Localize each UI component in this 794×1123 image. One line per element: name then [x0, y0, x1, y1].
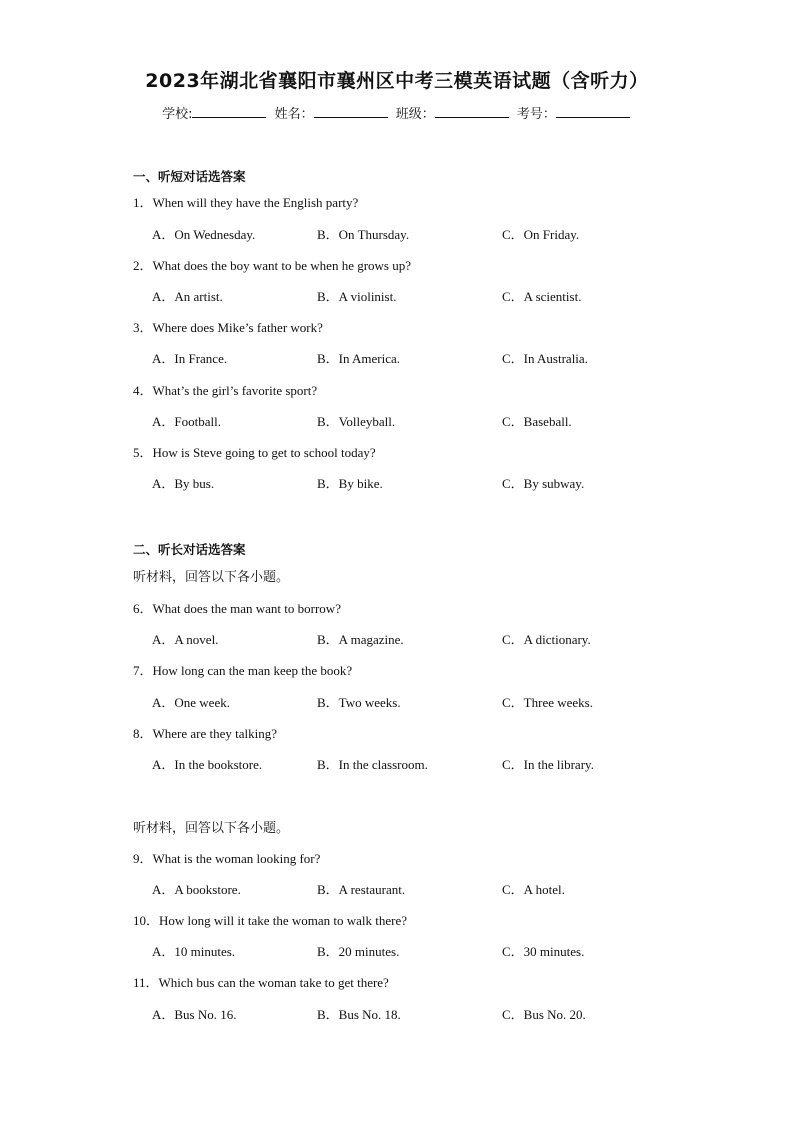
option-c[interactable]: C．In Australia.: [502, 351, 588, 366]
question-number: 4．: [133, 383, 153, 398]
option-c[interactable]: C．Three weeks.: [502, 695, 593, 710]
option-a[interactable]: A．A novel.: [152, 632, 219, 647]
question-text: What’s the girl’s favorite sport?: [152, 383, 318, 398]
option-b[interactable]: B．Volleyball.: [317, 414, 396, 429]
question-number: 5．: [133, 445, 153, 460]
section-heading: 二、听长对话选答案: [133, 542, 246, 557]
school-blank[interactable]: [192, 105, 266, 118]
question: [133, 192, 358, 211]
class-label: 班级：: [395, 107, 435, 122]
question-text: When will they have the English party?: [152, 195, 359, 210]
question: [133, 848, 320, 867]
name-blank[interactable]: [314, 105, 388, 118]
name-label: 姓名：: [274, 107, 314, 122]
option-a[interactable]: A．In France.: [152, 351, 228, 366]
question-number: 9．: [133, 851, 153, 866]
question: [133, 317, 323, 336]
option-a[interactable]: A．10 minutes.: [152, 944, 236, 959]
option-c[interactable]: C．Bus No. 20.: [502, 1007, 586, 1022]
question-text: Where are they talking?: [152, 726, 278, 741]
option-c[interactable]: C．A scientist.: [502, 289, 582, 304]
question: [133, 910, 407, 929]
class-blank[interactable]: [435, 105, 509, 118]
number-label: 考号：: [516, 107, 556, 122]
question: [133, 598, 341, 617]
question: [133, 972, 389, 991]
option-a[interactable]: A．On Wednesday.: [152, 227, 256, 242]
option-a[interactable]: A．By bus.: [152, 476, 215, 491]
section-intro: 听材料，回答以下各小题。: [133, 570, 290, 585]
question-text: How is Steve going to get to school today?: [152, 445, 376, 460]
question-number: 2．: [133, 258, 153, 273]
option-b[interactable]: B．A violinist.: [317, 289, 397, 304]
option-c[interactable]: C．30 minutes.: [502, 944, 585, 959]
question-text: How long can the man keep the book?: [152, 663, 353, 678]
option-a[interactable]: A．One week.: [152, 695, 230, 710]
option-b[interactable]: B．20 minutes.: [317, 944, 400, 959]
option-a[interactable]: A．An artist.: [152, 289, 223, 304]
option-b[interactable]: B．On Thursday.: [317, 227, 410, 242]
school-label: 学校:: [162, 107, 193, 122]
section-intro: 听材料，回答以下各小题。: [133, 821, 290, 836]
question-text: How long will it take the woman to walk there?: [159, 913, 408, 928]
option-b[interactable]: B．Bus No. 18.: [317, 1007, 401, 1022]
student-info-line: [0, 103, 794, 122]
section-heading: 一、听短对话选答案: [133, 169, 246, 184]
question-number: 11．: [133, 975, 159, 990]
option-c[interactable]: C．A hotel.: [502, 882, 565, 897]
question-text: What does the man want to borrow?: [152, 601, 341, 616]
question-number: 1．: [133, 195, 153, 210]
question-number: 6．: [133, 601, 153, 616]
question: [133, 723, 277, 742]
question-number: 3．: [133, 320, 153, 335]
page-title: 2023年湖北省襄阳市襄州区中考三模英语试题（含听力）: [145, 70, 649, 92]
option-a[interactable]: A．Football.: [152, 414, 221, 429]
question-number: 10．: [133, 913, 160, 928]
option-b[interactable]: B．A magazine.: [317, 632, 404, 647]
option-a[interactable]: A．A bookstore.: [152, 882, 241, 897]
question-text: What is the woman looking for?: [152, 851, 321, 866]
question: [133, 442, 376, 461]
option-b[interactable]: B．In the classroom.: [317, 757, 428, 772]
option-a[interactable]: A．In the bookstore.: [152, 757, 263, 772]
option-b[interactable]: B．In America.: [317, 351, 401, 366]
question-text: Where does Mike’s father work?: [152, 320, 323, 335]
option-a[interactable]: A．Bus No. 16.: [152, 1007, 237, 1022]
question-number: 7．: [133, 663, 153, 678]
question-text: Which bus can the woman take to get there?: [158, 975, 389, 990]
question: [133, 380, 317, 399]
option-c[interactable]: C．On Friday.: [502, 227, 580, 242]
option-c[interactable]: C．Baseball.: [502, 414, 572, 429]
option-c[interactable]: C．In the library.: [502, 757, 594, 772]
question-text: What does the boy want to be when he grows up?: [152, 258, 412, 273]
question: [133, 660, 352, 679]
option-c[interactable]: C．By subway.: [502, 476, 585, 491]
option-b[interactable]: B．Two weeks.: [317, 695, 401, 710]
question: [133, 255, 411, 274]
option-b[interactable]: B．By bike.: [317, 476, 383, 491]
option-b[interactable]: B．A restaurant.: [317, 882, 406, 897]
number-blank[interactable]: [556, 105, 630, 118]
option-c[interactable]: C．A dictionary.: [502, 632, 591, 647]
question-number: 8．: [133, 726, 153, 741]
